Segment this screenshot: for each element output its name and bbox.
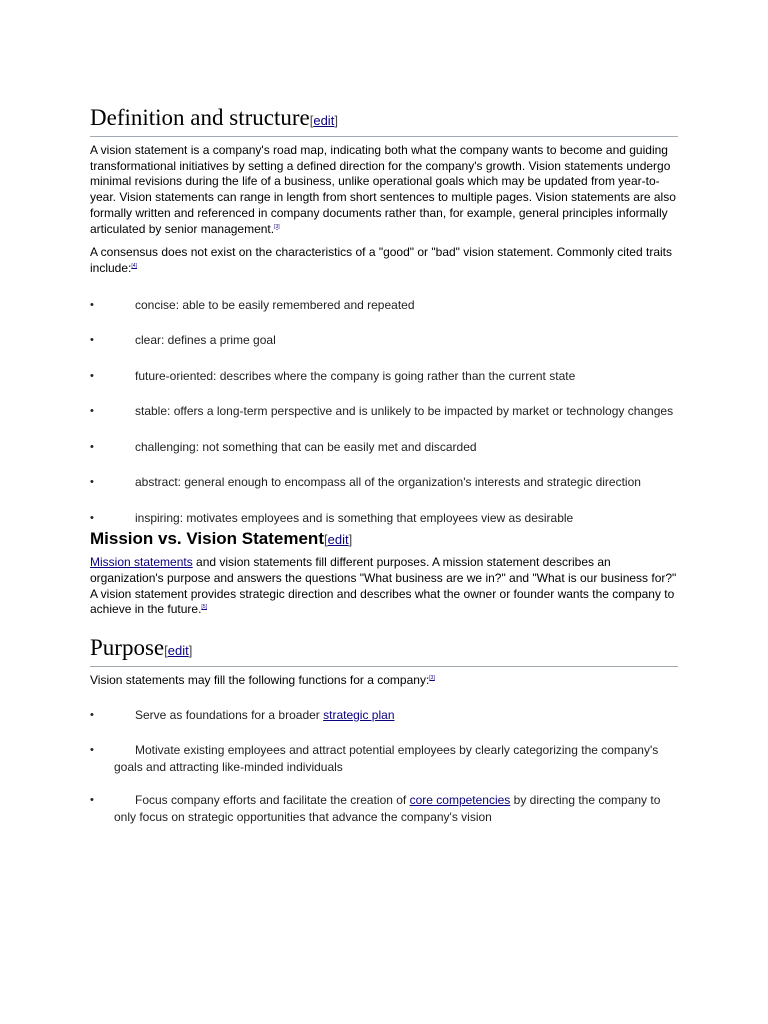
reference-link[interactable]: [3] xyxy=(274,223,280,230)
purpose-intro xyxy=(90,673,678,689)
heading-mission-vs-vision xyxy=(90,528,678,551)
list-item xyxy=(90,332,678,349)
bullet-icon: • xyxy=(90,369,94,382)
list-item-text: challenging: not something that can be easily met and discarded xyxy=(135,439,477,454)
list-item-text: clear: defines a prime goal xyxy=(135,333,276,348)
purpose-list xyxy=(90,707,678,826)
edit-section-mission: [edit] xyxy=(323,532,353,548)
bullet-icon: • xyxy=(90,298,94,311)
heading-purpose xyxy=(90,634,678,667)
edit-link[interactable]: edit xyxy=(327,532,349,548)
definition-paragraph-2 xyxy=(90,245,678,276)
paragraph-text: A consensus does not exist on the characteristics of a "good" or "bad" vision statement. Commonly cited traits include: xyxy=(90,245,672,275)
list-item xyxy=(90,707,678,724)
bullet-icon: • xyxy=(90,405,94,418)
reference-link[interactable]: [4] xyxy=(131,262,137,269)
bullet-icon: • xyxy=(90,511,94,524)
list-item xyxy=(90,368,678,385)
strategic-plan-link[interactable]: strategic plan xyxy=(323,707,395,722)
list-item-text: stable: offers a long-term perspective and is unlikely to be impacted by market or technology changes xyxy=(135,404,674,419)
paragraph-text: Vision statements may fill the following functions for a company: xyxy=(90,672,430,687)
reference-link[interactable]: [3] xyxy=(429,674,435,681)
list-item-text: concise: able to be easily remembered and repeated xyxy=(135,297,415,312)
list-item-text: future-oriented: describes where the company is going rather than the current state xyxy=(135,368,576,383)
bullet-icon: • xyxy=(90,794,94,807)
list-item-text: Serve as foundations for a broader xyxy=(135,707,324,722)
heading-definition-and-structure xyxy=(90,104,678,137)
list-item xyxy=(90,403,678,420)
edit-link[interactable]: edit xyxy=(313,113,335,128)
list-item xyxy=(90,439,678,456)
core-competencies-link[interactable]: core competencies xyxy=(409,793,511,808)
heading-text: Definition and structure xyxy=(90,105,310,130)
edit-section-purpose: [edit] xyxy=(164,642,193,658)
list-item-text: abstract: general enough to encompass all of the organization's interests and strategic direction xyxy=(135,475,641,490)
list-item-text: by directing the company to only focus on strategic opportunities that advance the company's vision xyxy=(114,793,661,824)
list-item xyxy=(90,297,678,314)
heading-text: Purpose xyxy=(90,634,165,660)
list-item xyxy=(90,792,678,825)
paragraph-text: and vision statements fill different purposes. A mission statement describes an organization's purpose and answers the questions "What business are we in?" and "What is our business for?" A vision statement provides strategic direction and describes what the owner or founder wants the company to achieve in the future. xyxy=(90,555,677,617)
mission-paragraph xyxy=(90,555,678,618)
list-item-text: Focus company efforts and facilitate the creation of xyxy=(135,793,410,808)
list-item xyxy=(90,742,678,775)
definition-paragraph-1 xyxy=(90,143,678,237)
mission-statements-link[interactable]: Mission statements xyxy=(90,555,193,570)
bullet-icon: • xyxy=(90,744,94,757)
bullet-icon: • xyxy=(90,476,94,489)
paragraph-text: A vision statement is a company's road map, indicating both what the company wants to become and guiding transformational initiatives by setting a defined direction for the company's growth. Vision statements undergo minimal revisions during the life of a business, unlike operational goals which may be updated from year-to-year. Vision statements can range in length from short sentences to multiple pages. Vision statements are also formally written and referenced in company documents rather than, for example, general principles informally articulated by senior management. xyxy=(90,143,676,236)
bullet-icon: • xyxy=(90,708,94,721)
edit-section-definition: [edit] xyxy=(309,113,338,128)
list-item xyxy=(90,510,678,527)
bullet-icon: • xyxy=(90,334,94,347)
heading-text: Mission vs. Vision Statement xyxy=(90,529,324,549)
traits-list xyxy=(90,297,678,527)
list-item xyxy=(90,474,678,491)
edit-link[interactable]: edit xyxy=(167,642,189,658)
article-content xyxy=(90,104,678,825)
bullet-icon: • xyxy=(90,440,94,453)
list-item-text: inspiring: motivates employees and is something that employees view as desirable xyxy=(135,510,574,525)
reference-link[interactable]: [5] xyxy=(201,604,207,611)
list-item-text: Motivate existing employees and attract potential employees by clearly categorizing the company's goals and attracting like-minded individuals xyxy=(114,743,659,774)
